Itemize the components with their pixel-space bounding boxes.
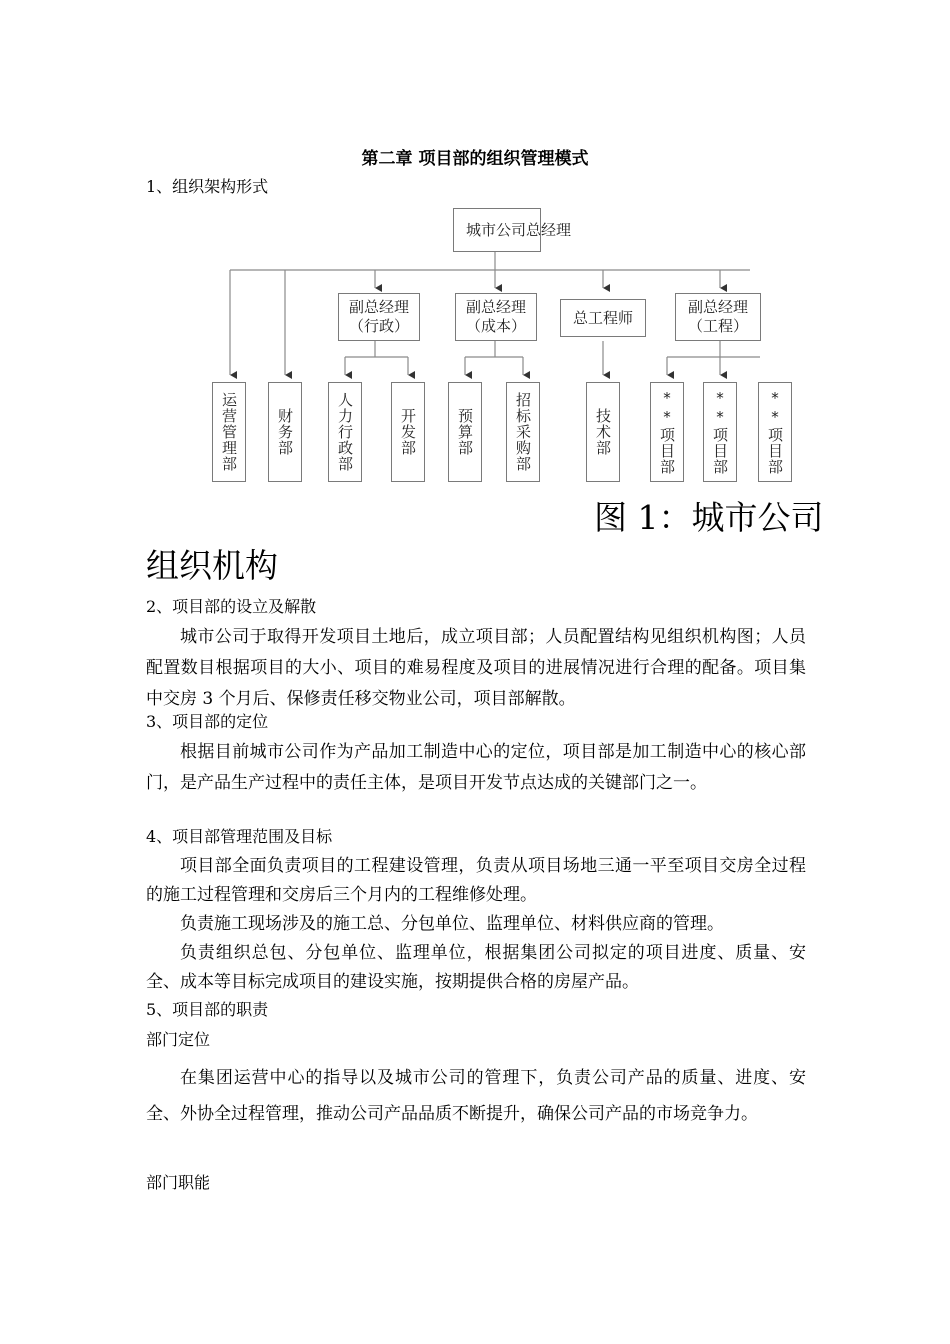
section-2-paragraph: 城市公司于取得开发项目土地后，成立项目部；人员配置结构见组织机构图；人员配置数目根据项目的大小、项目的难易程度及项目的进展情况进行合理的配备。项目集中交房 3 个月后、保修责任移交物业公司，项目部解散。 (146, 627, 806, 709)
section-3-heading: 3、项目部的定位 (146, 712, 269, 731)
dept-project-3: **项目部 (758, 382, 792, 482)
dept-project-2: **项目部 (703, 382, 737, 482)
dept-tender-procurement: 招标采购部 (506, 382, 540, 482)
section-4-body (146, 852, 806, 997)
dept-finance: 财务部 (268, 382, 302, 482)
node-deputy-gm-admin (338, 293, 420, 341)
section-3-body (146, 737, 806, 799)
node-chief-engineer-label: 总工程师 (572, 308, 633, 327)
node-deputy-gm-cost (455, 293, 537, 341)
node-deputy-gm-engineering (675, 293, 761, 341)
department-functions-heading: 部门职能 (146, 1173, 211, 1192)
department-positioning-paragraph: 在集团运营中心的指导以及城市公司的管理下，负责公司产品的质量、进度、安全、外协全过程管理，推动公司产品品质不断提升，确保公司产品的市场竞争力。 (146, 1068, 806, 1124)
section-2-heading: 2、项目部的设立及解散 (146, 597, 317, 616)
section-1-heading: 1、组织架构形式 (146, 177, 269, 196)
node-city-general-manager-label: 城市公司总经理 (466, 220, 572, 239)
node-city-general-manager (453, 208, 572, 252)
dept-operations: 运营管理部 (212, 382, 246, 482)
department-positioning-heading: 部门定位 (146, 1030, 211, 1049)
figure-caption-line-1: 图 1：城市公司 (594, 498, 824, 537)
dept-hr-admin: 人力行政部 (328, 382, 362, 482)
dept-development: 开发部 (391, 382, 425, 482)
node-deputy-gm-admin-label: 副总经理（行政） (348, 298, 409, 335)
section-2-body (146, 622, 806, 715)
node-chief-engineer (560, 299, 646, 337)
section-5-heading: 5、项目部的职责 (146, 1000, 269, 1019)
dept-technical: 技术部 (586, 382, 620, 482)
node-deputy-gm-cost-label: 副总经理（成本） (465, 298, 526, 335)
node-deputy-gm-engineering-label: 副总经理（工程） (687, 298, 748, 335)
section-4-heading: 4、项目部管理范围及目标 (146, 827, 333, 846)
dept-budget: 预算部 (448, 382, 482, 482)
figure-caption-line-2: 组织机构 (146, 546, 278, 585)
section-5-body (146, 1060, 806, 1132)
section-4-paragraph-2: 负责施工现场涉及的施工总、分包单位、监理单位、材料供应商的管理。 (180, 914, 724, 934)
section-3-paragraph: 根据目前城市公司作为产品加工制造中心的定位，项目部是加工制造中心的核心部门，是产品生产过程中的责任主体，是项目开发节点达成的关键部门之一。 (146, 742, 806, 793)
dept-project-1: **项目部 (650, 382, 684, 482)
chapter-title: 第二章 项目部的组织管理模式 (361, 149, 589, 169)
org-chart (200, 200, 784, 490)
section-4-paragraph-1: 项目部全面负责项目的工程建设管理，负责从项目场地三通一平至项目交房全过程的施工过程管理和交房后三个月内的工程维修处理。 (146, 856, 806, 905)
section-4-paragraph-3: 负责组织总包、分包单位、监理单位，根据集团公司拟定的项目进度、质量、安全、成本等目标完成项目的建设实施，按期提供合格的房屋产品。 (146, 943, 806, 992)
